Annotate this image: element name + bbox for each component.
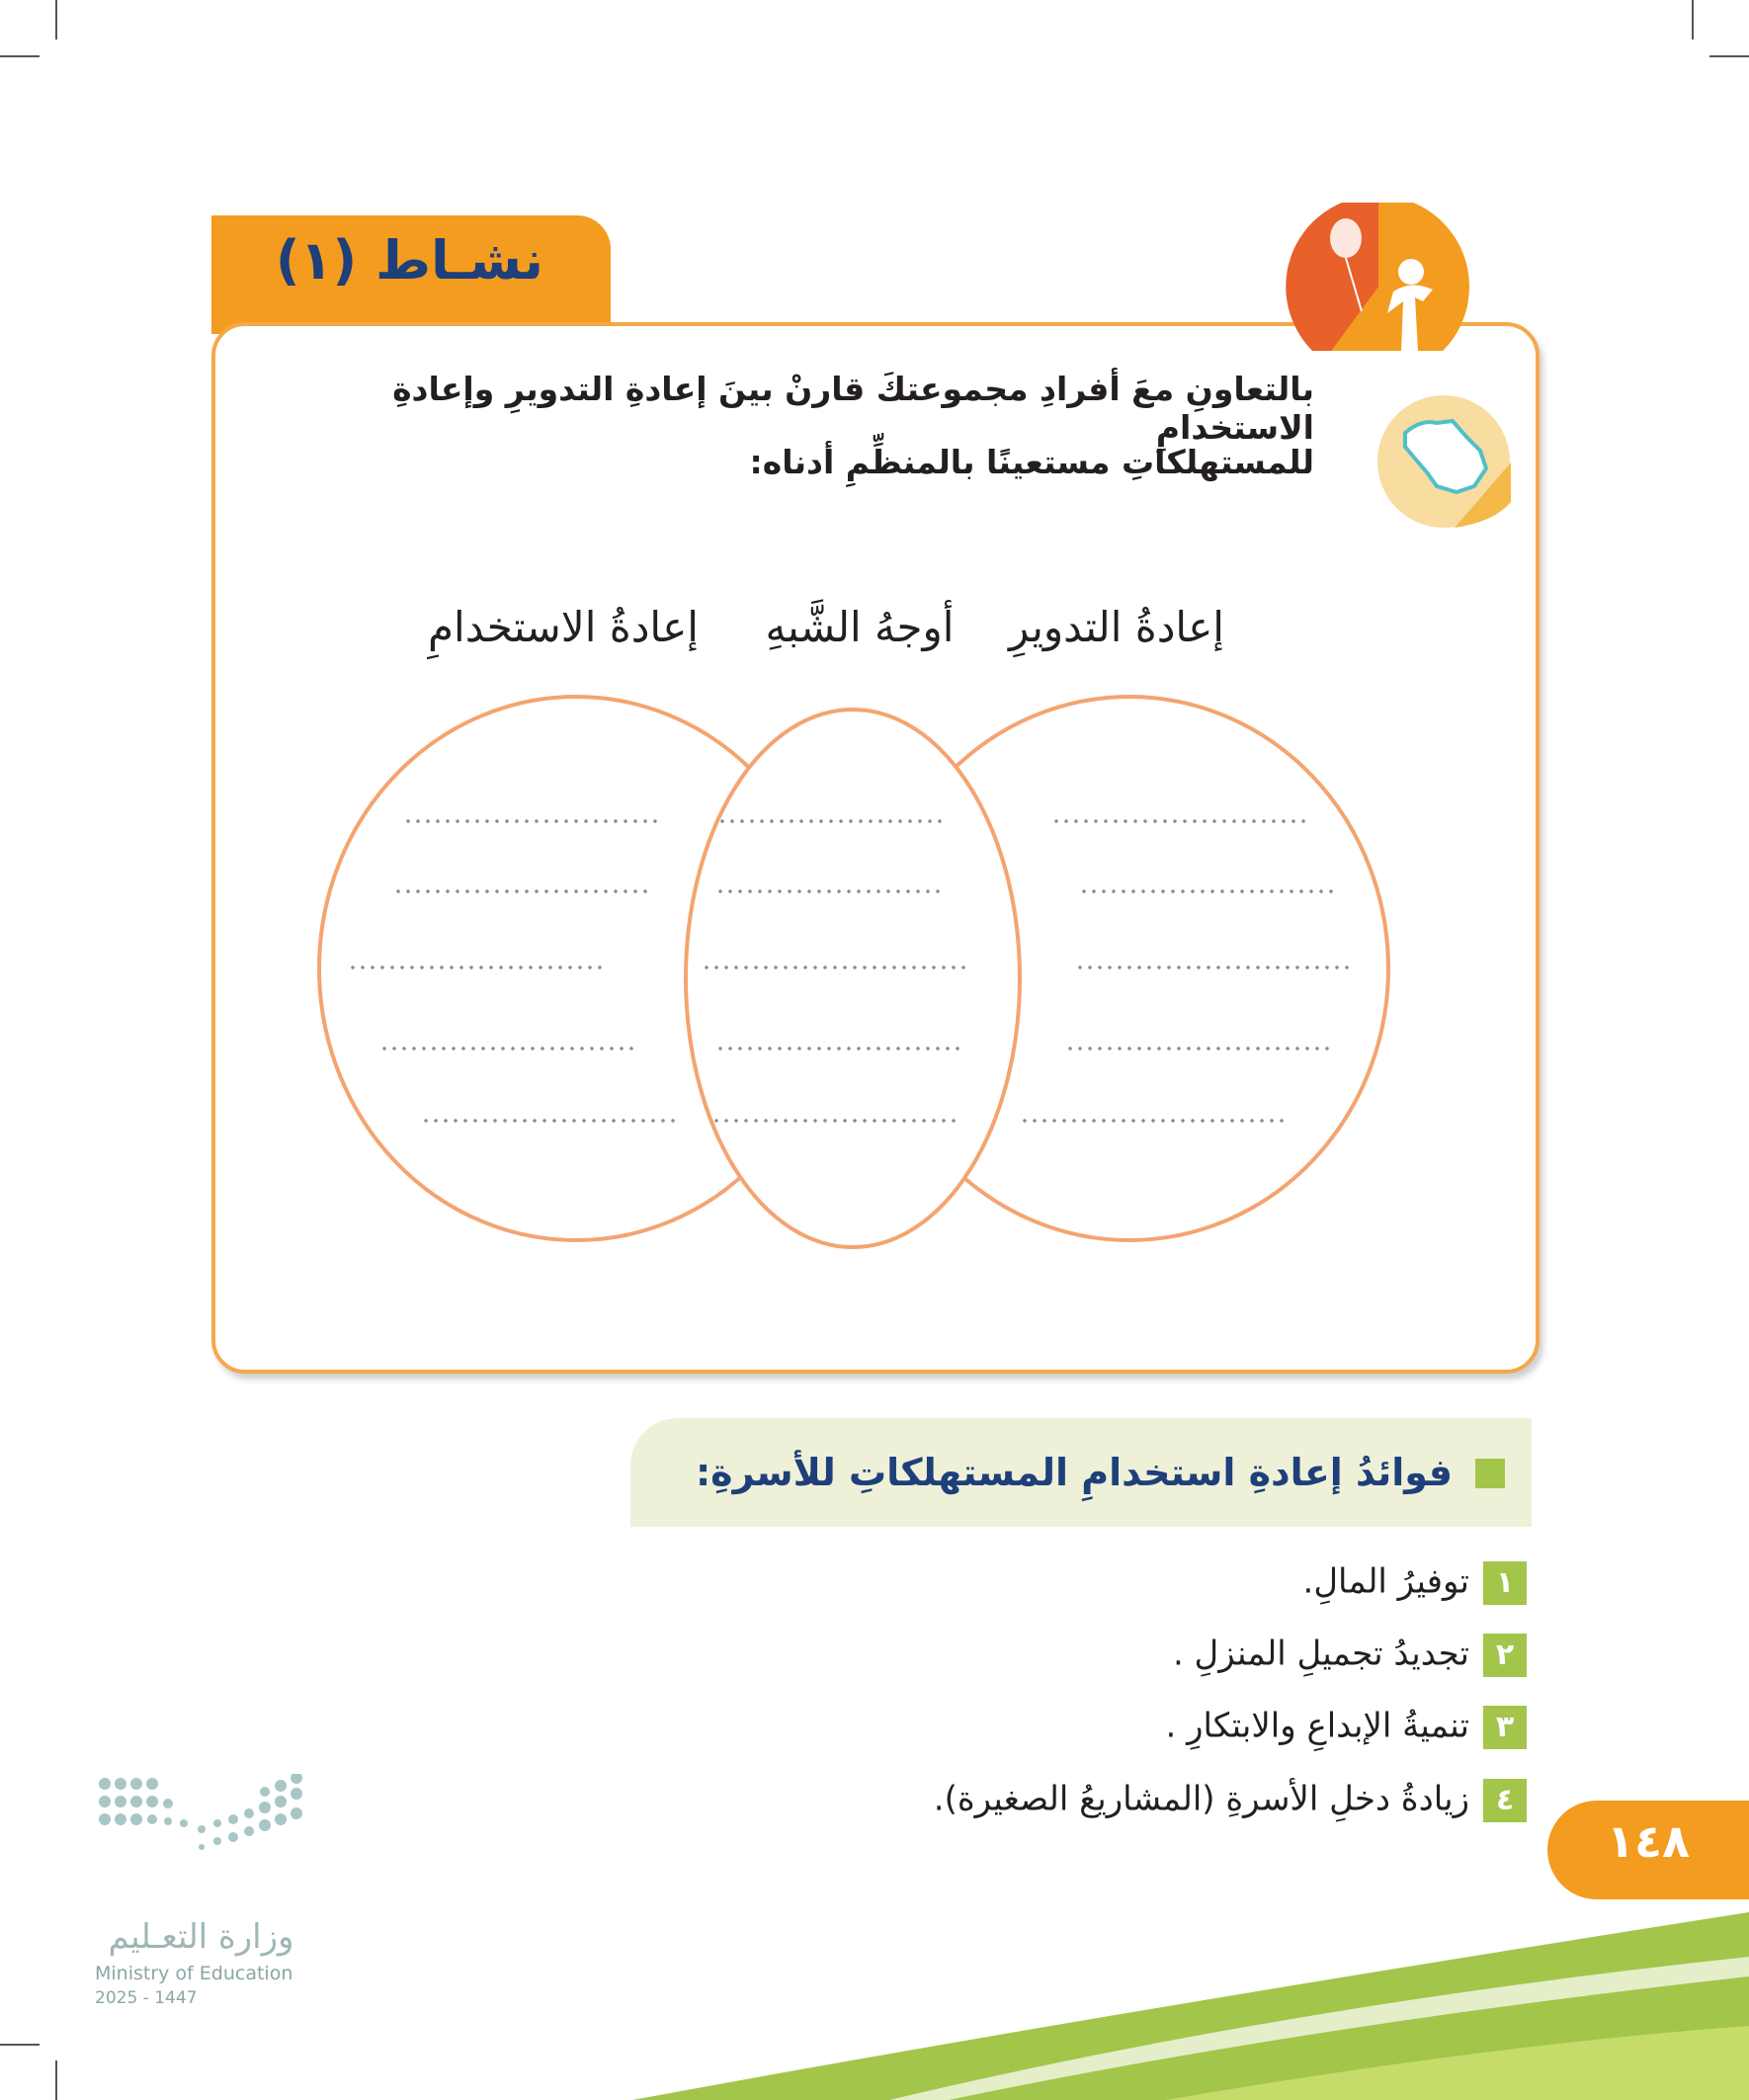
dotted-line — [1079, 889, 1338, 893]
list-item-text: تنميةُ الإبداعِ والابتكارِ . — [1165, 1706, 1469, 1746]
section-title: فوائدُ إعادةِ استخدامِ المستهلكاتِ للأسرةِ: — [695, 1451, 1453, 1494]
dotted-line — [1075, 966, 1354, 969]
crop-mark — [1692, 0, 1694, 40]
venn-label-similarities: أوجهُ الشَّبهِ — [765, 603, 955, 651]
activity-title: نشـاط (١) — [275, 229, 543, 292]
dotted-line — [715, 1047, 960, 1050]
crop-mark — [1709, 55, 1749, 57]
list-number-badge: ١ — [1483, 1561, 1527, 1605]
dotted-line — [403, 819, 662, 823]
dotted-line — [711, 1119, 957, 1123]
dotted-line — [421, 1119, 680, 1123]
list-item — [692, 1779, 1527, 1828]
ministry-logo-arabic: وزارة التعـليم — [108, 1917, 294, 1957]
dotted-line — [702, 966, 968, 969]
ministry-logo-year: 2025 - 1447 — [95, 1988, 198, 2008]
list-number-badge: ٣ — [1483, 1706, 1527, 1749]
dotted-line — [715, 889, 945, 893]
list-number-badge: ٤ — [1483, 1779, 1527, 1822]
crop-mark — [55, 0, 57, 40]
crop-mark — [0, 55, 40, 57]
instruction-line-2: للمستهلكاتِ مستعينًا بالمنظِّمِ أدناه: — [749, 443, 1314, 481]
list-item — [692, 1634, 1527, 1683]
section-bullet-square — [1475, 1459, 1505, 1488]
instruction-line-1: بالتعاونِ معَ أفرادِ مجموعتكَ قارنْ بينَ إعادةِ التدويرِ وإعادةِ الاستخدامِ — [392, 370, 1314, 447]
dotted-line — [379, 1047, 638, 1050]
ministry-logo-english: Ministry of Education — [95, 1963, 293, 1984]
dotted-line — [1051, 819, 1310, 823]
venn-label-recycling: إعادةُ التدويرِ — [1009, 603, 1224, 651]
dotted-line — [717, 819, 947, 823]
map-icon — [1375, 393, 1512, 530]
venn-middle-ellipse — [686, 710, 1020, 1247]
venn-label-reuse: إعادةُ الاستخدامِ — [428, 603, 699, 651]
list-item-text: زيادةُ دخلِ الأسرةِ (المشاريعُ الصغيرة). — [933, 1779, 1469, 1819]
dotted-line — [1020, 1119, 1287, 1123]
dotted-line — [1065, 1047, 1332, 1050]
ministry-logo-icon — [95, 1774, 312, 1912]
list-item — [692, 1706, 1527, 1755]
list-item-text: توفيرُ المالِ. — [1302, 1561, 1469, 1602]
list-item — [692, 1561, 1527, 1611]
dotted-line — [393, 889, 652, 893]
page-number: ١٤٨ — [1606, 1814, 1691, 1868]
child-balloon-icon — [1285, 203, 1472, 351]
list-number-badge: ٢ — [1483, 1634, 1527, 1677]
dotted-line — [348, 966, 607, 969]
list-item-text: تجديدُ تجميلِ المنزلِ . — [1172, 1634, 1469, 1674]
